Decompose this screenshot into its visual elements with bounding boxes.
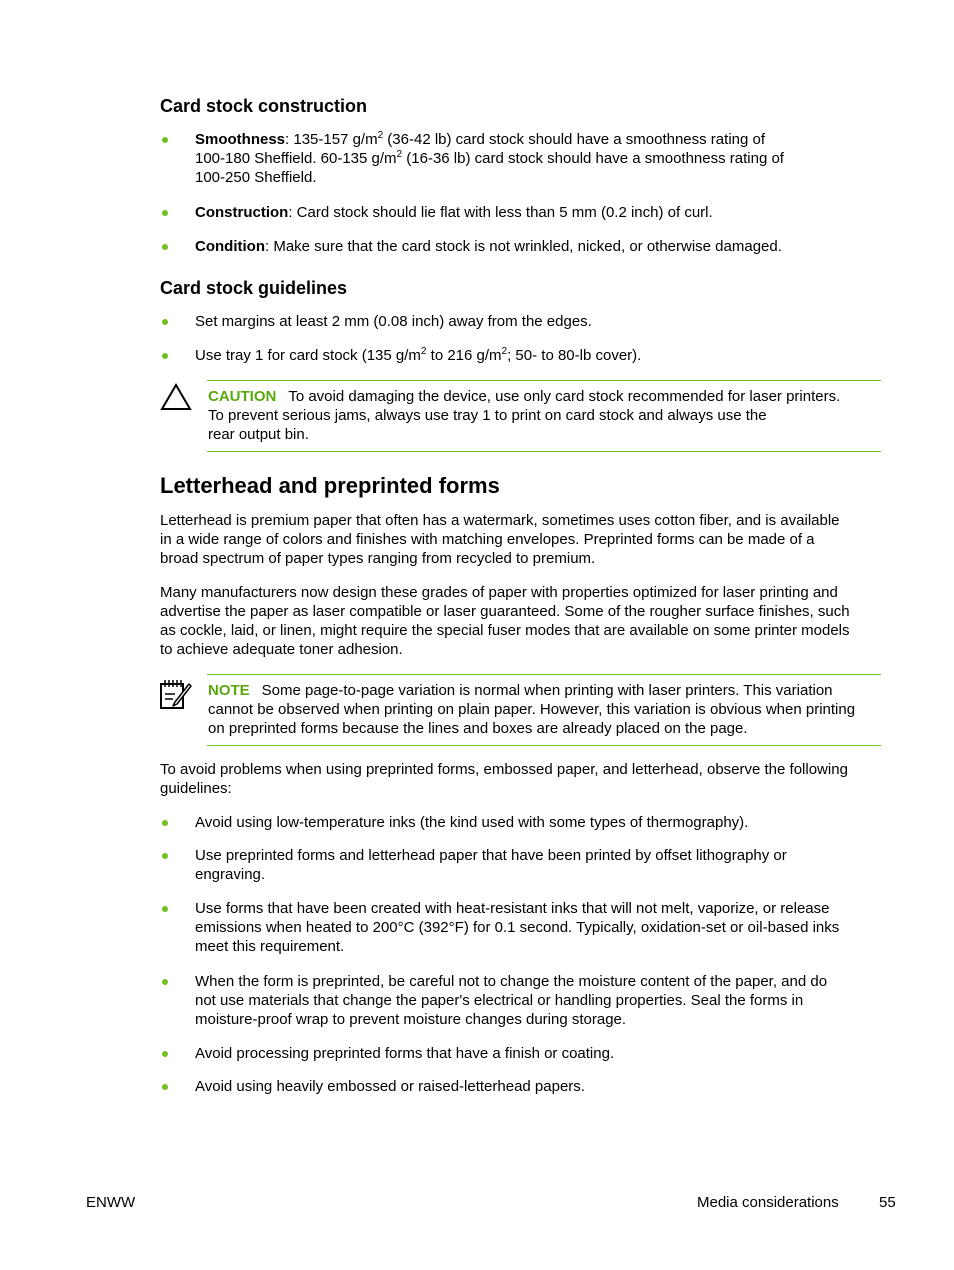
text: To prevent serious jams, always use tray 1 to print on card stock and always use the (208, 407, 767, 424)
bullet-dot-icon (162, 906, 168, 912)
list-item-construction (195, 203, 885, 222)
text-line: moisture-proof wrap to prevent moisture changes during storage. (195, 1011, 627, 1028)
text: Some page-to-page variation is normal when printing with laser printers. This variation (261, 682, 833, 699)
text: rear output bin. (208, 426, 309, 443)
text-line: advertise the paper as laser compatible or laser guaranteed. Some of the rougher surface finishes, such (160, 603, 850, 620)
list-item-margins: Set margins at least 2 mm (0.08 inch) away from the edges. (195, 313, 592, 330)
text-line: meet this requirement. (195, 938, 345, 955)
list-item (195, 1044, 885, 1063)
bullet-dot-icon (162, 244, 168, 250)
text: (16-36 lb) card stock should have a smoothness rating of (402, 150, 784, 167)
note-pad-icon (159, 678, 193, 710)
superscript: 2 (396, 149, 403, 160)
text: Use tray 1 for card stock (135 g/m (195, 347, 421, 364)
list-item-smoothness (195, 130, 885, 187)
paragraph-manufacturers (160, 583, 885, 659)
text: 100-180 Sheffield. 60-135 g/m (195, 150, 397, 167)
bullet-dot-icon (162, 137, 168, 143)
bullet-dot-icon (162, 853, 168, 859)
paragraph-guidelines-intro (160, 760, 885, 798)
text: To avoid damaging the device, use only card stock recommended for laser printers. (288, 388, 841, 405)
caution-top-rule (207, 380, 881, 381)
text-line: Avoid using heavily embossed or raised-letterhead papers. (195, 1078, 585, 1095)
text-line: Avoid using low-temperature inks (the kind used with some types of thermography). (195, 814, 749, 831)
text-line: emissions when heated to 200°C (392°F) for 0.1 second. Typically, oxidation-set or oil-based inks (195, 919, 840, 936)
text: : Card stock should lie flat with less than 5 mm (0.2 inch) of curl. (288, 204, 713, 221)
heading-letterhead: Letterhead and preprinted forms (160, 473, 500, 498)
list-item (195, 972, 885, 1029)
list-item-tray (195, 346, 885, 365)
note-top-rule (207, 674, 881, 675)
text-line: Avoid processing preprinted forms that have a finish or coating. (195, 1045, 615, 1062)
bullet-dot-icon (162, 353, 168, 359)
term-condition: Condition (195, 238, 265, 255)
text-line: broad spectrum of paper types ranging from recycled to premium. (160, 550, 596, 567)
text: ; 50- to 80-lb cover). (507, 347, 642, 364)
bullet-dot-icon (162, 210, 168, 216)
text-line: When the form is preprinted, be careful not to change the moisture content of the paper, and do (195, 973, 828, 990)
text: on preprinted forms because the lines and boxes are already placed on the page. (208, 720, 748, 737)
text: cannot be observed when printing on plain paper. However, this variation is obvious when printing (208, 701, 856, 718)
warning-triangle-icon (160, 383, 192, 411)
list-item (195, 846, 885, 884)
footer-left-label: ENWW (86, 1194, 136, 1211)
text-line: to achieve adequate toner adhesion. (160, 641, 403, 658)
term-smoothness: Smoothness (195, 131, 286, 148)
superscript: 2 (420, 346, 427, 357)
text: to 216 g/m (426, 347, 502, 364)
text-line: engraving. (195, 866, 266, 883)
heading-card-stock-construction: Card stock construction (160, 96, 368, 116)
superscript: 2 (377, 130, 384, 141)
footer-section-title: Media considerations (697, 1194, 839, 1211)
superscript: 2 (501, 346, 508, 357)
caution-bottom-rule (207, 451, 881, 452)
heading-card-stock-guidelines: Card stock guidelines (160, 278, 348, 298)
text: (36-42 lb) card stock should have a smoothness rating of (383, 131, 766, 148)
text-line: Letterhead is premium paper that often has a watermark, sometimes uses cotton fiber, and is available (160, 512, 840, 529)
text-line: Many manufacturers now design these grades of paper with properties optimized for laser printing and (160, 584, 838, 601)
text-line: not use materials that change the paper's electrical or handling properties. Seal the forms in (195, 992, 804, 1009)
bullet-dot-icon (162, 319, 168, 325)
list-item-condition (195, 237, 885, 256)
text-line: Use preprinted forms and letterhead paper that have been printed by offset lithography or (195, 847, 787, 864)
bullet-dot-icon (162, 1051, 168, 1057)
bullet-dot-icon (162, 1084, 168, 1090)
text-line: in a wide range of colors and finishes with matching envelopes. Preprinted forms can be made of a (160, 531, 815, 548)
text-line: To avoid problems when using preprinted forms, embossed paper, and letterhead, observe the following (160, 761, 848, 778)
note-text (208, 681, 888, 738)
page-number: 55 (879, 1194, 896, 1211)
term-construction: Construction (195, 204, 289, 221)
bullet-dot-icon (162, 820, 168, 826)
note-label: NOTE (208, 682, 250, 699)
text: : Make sure that the card stock is not wrinkled, nicked, or otherwise damaged. (264, 238, 782, 255)
text-line: Use forms that have been created with heat-resistant inks that will not melt, vaporize, or release (195, 900, 830, 917)
list-item (195, 1077, 885, 1096)
caution-label: CAUTION (208, 388, 277, 405)
note-bottom-rule (207, 745, 881, 746)
caution-text (208, 387, 888, 444)
list-item (195, 813, 885, 832)
bullet-dot-icon (162, 979, 168, 985)
text: 100-250 Sheffield. (195, 169, 317, 186)
text-line: as cockle, laid, or linen, might require the special fuser modes that are available on some printer models (160, 622, 850, 639)
text-line: guidelines: (160, 780, 232, 797)
text: : 135-157 g/m (285, 131, 378, 148)
list-item (195, 899, 885, 956)
paragraph-letterhead-intro (160, 511, 885, 568)
